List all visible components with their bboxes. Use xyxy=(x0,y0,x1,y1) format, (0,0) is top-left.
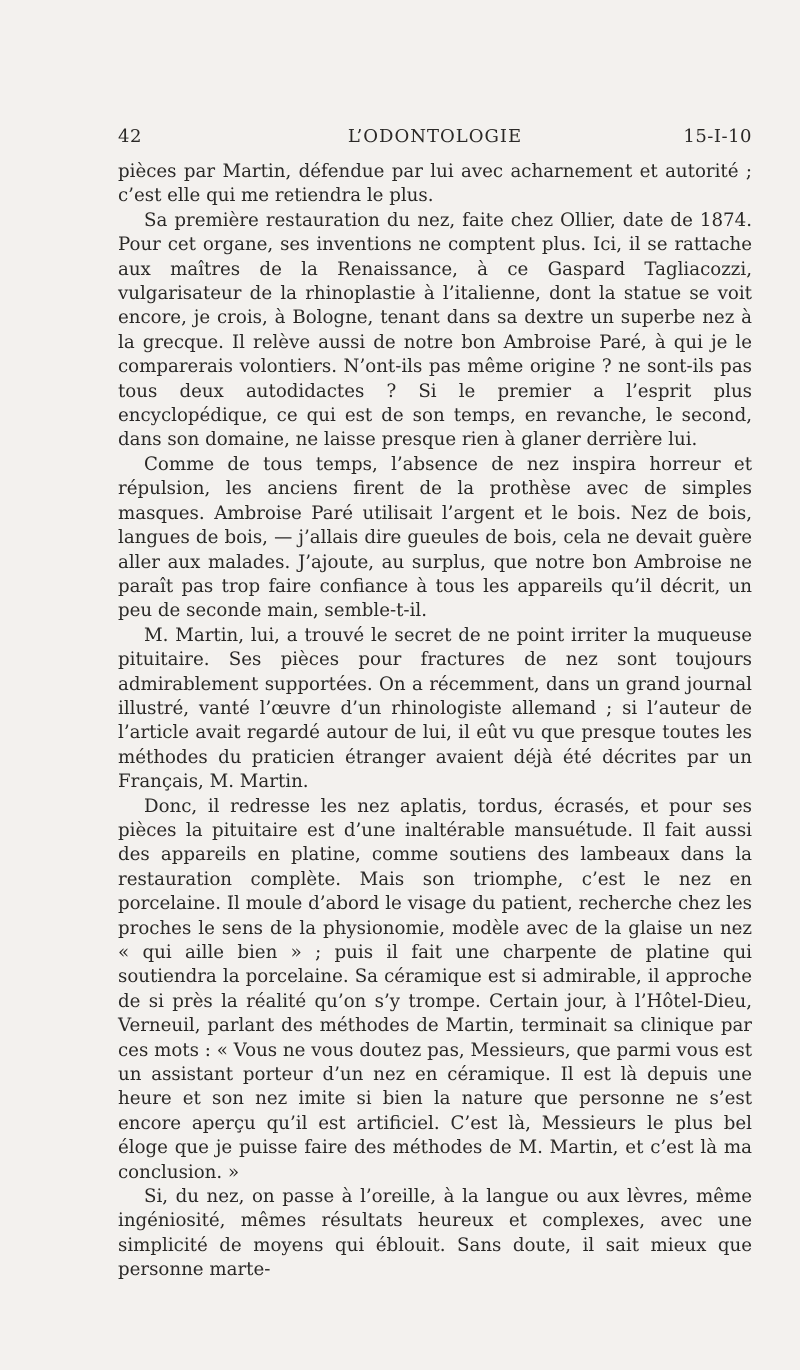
paragraph: Donc, il redresse les nez aplatis, tordus, écrasés, et pour ses pièces la pituitaire est d’une inaltérable mansuétude. Il fait aussi des appareils en platine, comme soutiens des lambeaux dans la restauration complète. Mais son triomphe, c’est le nez en porcelaine. Il moule d’abord le visage du patient, recherche chez les proches le sens de la physionomie, modèle avec de la glaise un nez « qui aille bien » ; puis il fait une charpente de platine qui soutiendra la porcelaine. Sa céramique est si admirable, il approche de si près la réalité qu’on s’y trompe. Certain jour, à l’Hôtel-Dieu, Verneuil, parlant des méthodes de Martin, terminait sa clinique par ces mots : « Vous ne vous doutez pas, Messieurs, que parmi vous est un assistant porteur d’un nez en céramique. Il est là depuis une heure et son nez imite si bien la nature que personne ne s’est encore aperçu qu’il est artificiel. C’est là, Messieurs le plus bel éloge que je puisse faire des méthodes de M. Martin, et c’est là ma conclusion. » xyxy=(118,795,752,1183)
article-body xyxy=(118,160,752,1283)
paragraph-continued: pièces par Martin, défendue par lui avec acharnement et autorité ; c’est elle qui me retiendra le plus. xyxy=(118,161,752,207)
page-number: 42 xyxy=(118,126,142,147)
paragraph: Sa première restauration du nez, faite chez Ollier, date de 1874. Pour cet organe, ses inventions ne comptent plus. Ici, il se rattache aux maîtres de la Renaissance, à ce Gaspard Tagliacozzi, vulgarisateur de la rhinoplastie à l’italienne, dont la statue se voit encore, je crois, à Bologne, tenant dans sa dextre un superbe nez à la grecque. Il relève aussi de notre bon Ambroise Paré, à qui je le comparerais volontiers. N’ont-ils pas même origine ? ne sont-ils pas tous deux autodidactes ? Si le premier a l’esprit plus encyclopédique, ce qui est de son temps, en revanche, le second, dans son domaine, ne laisse presque rien à glaner derrière lui. xyxy=(118,209,752,451)
running-header xyxy=(118,126,752,156)
paragraph: M. Martin, lui, a trouvé le secret de ne point irriter la muqueuse pituitaire. Ses pièces pour fractures de nez sont toujours admirablement supportées. On a récemment, dans un grand journal illustré, vanté l’œuvre d’un rhinologiste allemand ; si l’auteur de l’article avait regardé autour de lui, il eût vu que presque toutes les méthodes du praticien étranger avaient déjà été décrites par un Français, M. Martin. xyxy=(118,624,752,793)
paragraph: Comme de tous temps, l’absence de nez inspira horreur et répulsion, les anciens firent de la prothèse avec de simples masques. Ambroise Paré utilisait l’argent et le bois. Nez de bois, langues de bois, — j’allais dire gueules de bois, cela ne devait guère aller aux malades. J’ajoute, au surplus, que notre bon Ambroise ne paraît pas trop faire confiance à tous les appareils qu’il décrit, un peu de seconde main, semble-t-il. xyxy=(118,453,752,622)
issue-date: 15-I-10 xyxy=(683,126,752,147)
journal-title: L’ODONTOLOGIE xyxy=(347,126,523,147)
paragraph: Si, du nez, on passe à l’oreille, à la langue ou aux lèvres, même ingéniosité, mêmes résultats heureux et complexes, avec une simplicité de moyens qui éblouit. Sans doute, il sait mieux que personne marte- xyxy=(118,1186,752,1281)
